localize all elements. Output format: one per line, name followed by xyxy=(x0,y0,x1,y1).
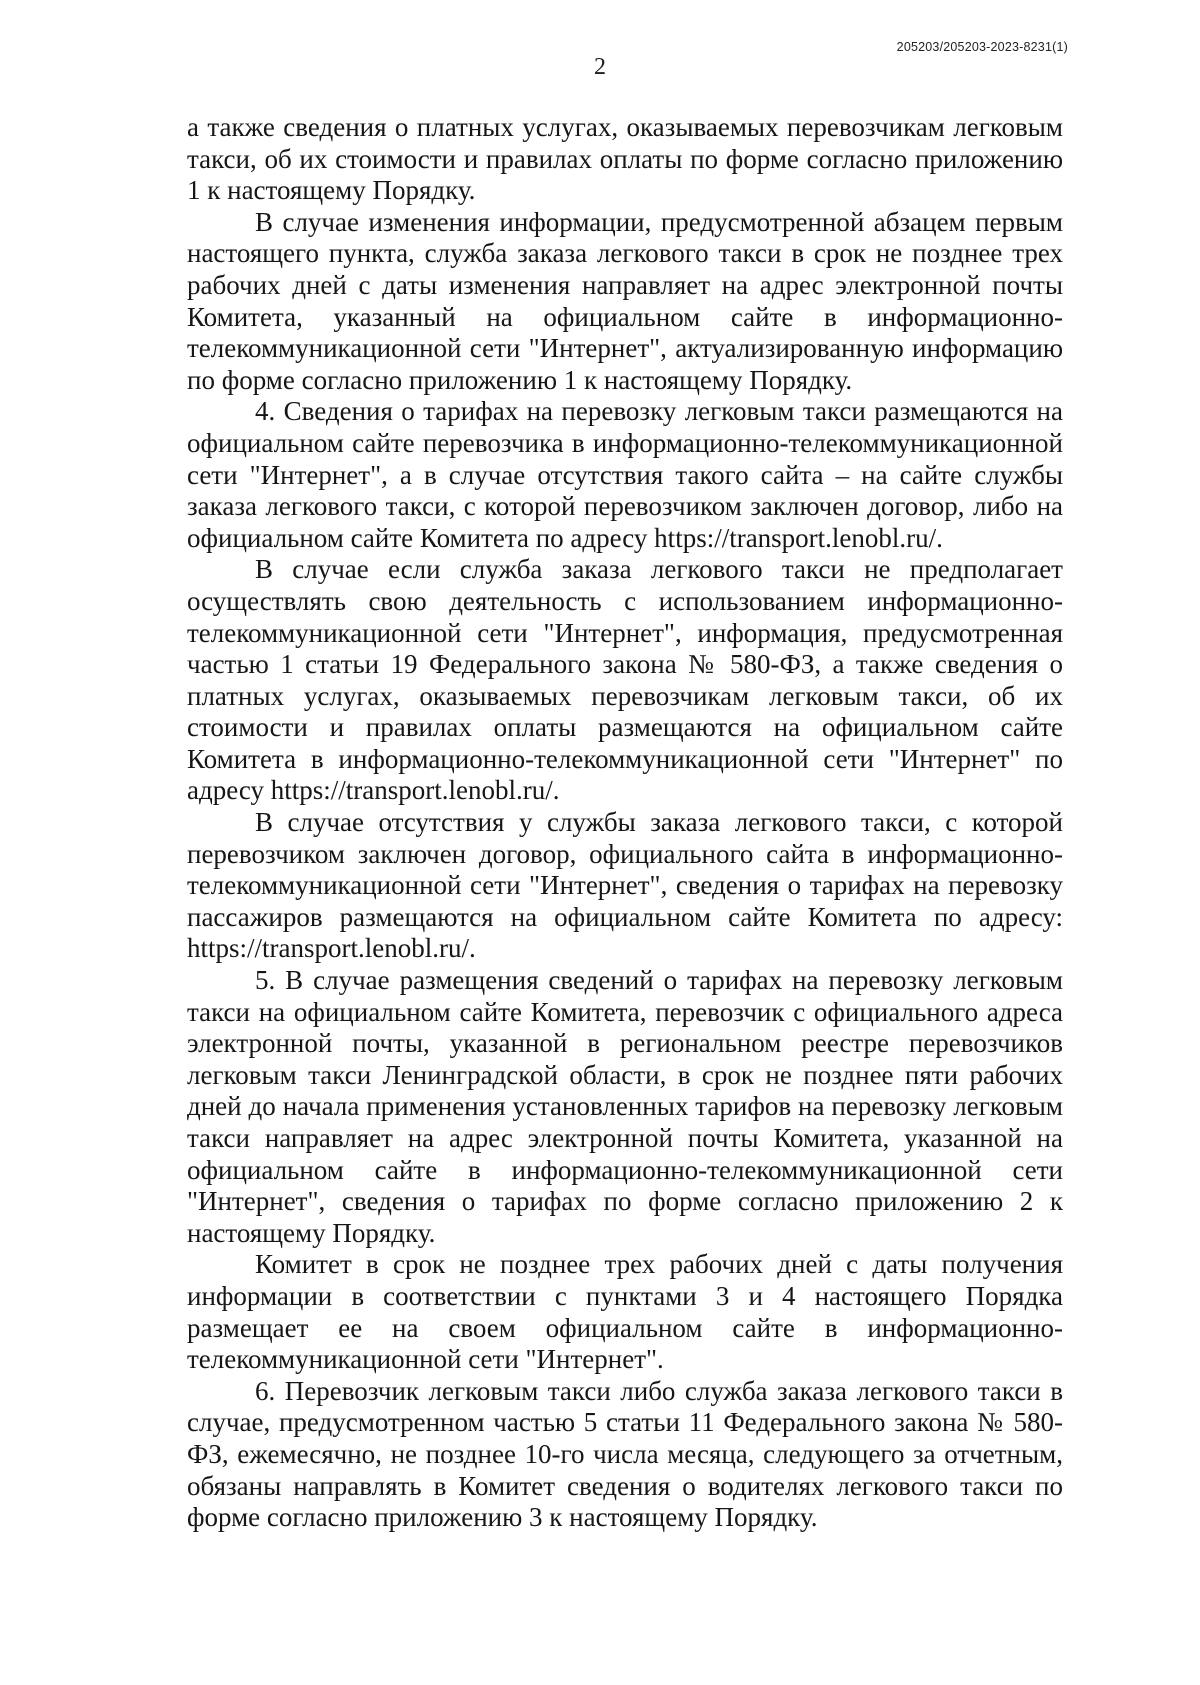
paragraph-item-6: 6. Перевозчик легковым такси либо служба заказа легкового такси в случае, предусмотренном частью 5 статьи 11 Федерального закона № 580-ФЗ, ежемесячно, не позднее 10-го числа месяца, следующего за отчетным, обязаны направлять в Комитет сведения о водителях легкового такси по форме согласно приложению 3 к настоящему Порядку. xyxy=(187,1375,1063,1533)
page-number: 2 xyxy=(594,54,606,80)
paragraph-no-site: В случае отсутствия у службы заказа легкового такси, с которой перевозчиком заключен договор, официального сайта в информационно-телекоммуникационной сети "Интернет", сведения о тарифах на перевозку пассажиров размещаются на официальном сайте Комитета по адресу: https://transport.lenobl.ru/. xyxy=(187,807,1063,964)
paragraph-continuation: а также сведения о платных услугах, оказываемых перевозчикам легковым такси, об их стоимости и правилах оплаты по форме согласно приложению 1 к настоящему Порядку. xyxy=(187,112,1063,206)
paragraph-item-4: 4. Сведения о тарифах на перевозку легковым такси размещаются на официальном сайте перевозчика в информационно-телекоммуникационной сети "Интернет", а в случае отсутствия такого сайта – на сайте службы заказа легкового такси, с которой перевозчиком заключен договор, либо на официальном сайте Комитета по адресу https://transport.lenobl.ru/. xyxy=(187,396,1063,553)
document-body xyxy=(187,112,1063,1534)
paragraph-no-internet: В случае если служба заказа легкового такси не предполагает осуществлять свою деятельность с использованием информационно-телекоммуникационной сети "Интернет", информация, предусмотренная частью 1 статьи 19 Федерального закона № 580-ФЗ, а также сведения о платных услугах, оказываемых перевозчикам легковым такси, об их стоимости и правилах оплаты размещаются на официальном сайте Комитета в информационно-телекоммуникационной сети "Интернет" по адресу https://transport.lenobl.ru/. xyxy=(187,554,1063,806)
paragraph-committee: Комитет в срок не позднее трех рабочих дней с даты получения информации в соответствии с пунктами 3 и 4 настоящего Порядка размещает ее на своем официальном сайте в информационно-телекоммуникационной сети "Интернет". xyxy=(187,1249,1063,1375)
paragraph-change-info: В случае изменения информации, предусмотренной абзацем первым настоящего пункта, служба заказа легкового такси в срок не позднее трех рабочих дней с даты изменения направляет на адрес электронной почты Комитета, указанный на официальном сайте в информационно-телекоммуникационной сети "Интернет", актуализированную информацию по форме согласно приложению 1 к настоящему Порядку. xyxy=(187,206,1063,395)
document-registration-number: 205203/205203-2023-8231(1) xyxy=(896,40,1068,54)
paragraph-item-5: 5. В случае размещения сведений о тарифах на перевозку легковым такси на официальном сайте Комитета, перевозчик с официального адреса электронной почты, указанной в региональном реестре перевозчиков легковым такси Ленинградской области, в срок не позднее пяти рабочих дней до начала применения установленных тарифов на перевозку легковым такси направляет на адрес электронной почты Комитета, указанной на официальном сайте в информационно-телекоммуникационной сети "Интернет", сведения о тарифах по форме согласно приложению 2 к настоящему Порядку. xyxy=(187,965,1063,1248)
